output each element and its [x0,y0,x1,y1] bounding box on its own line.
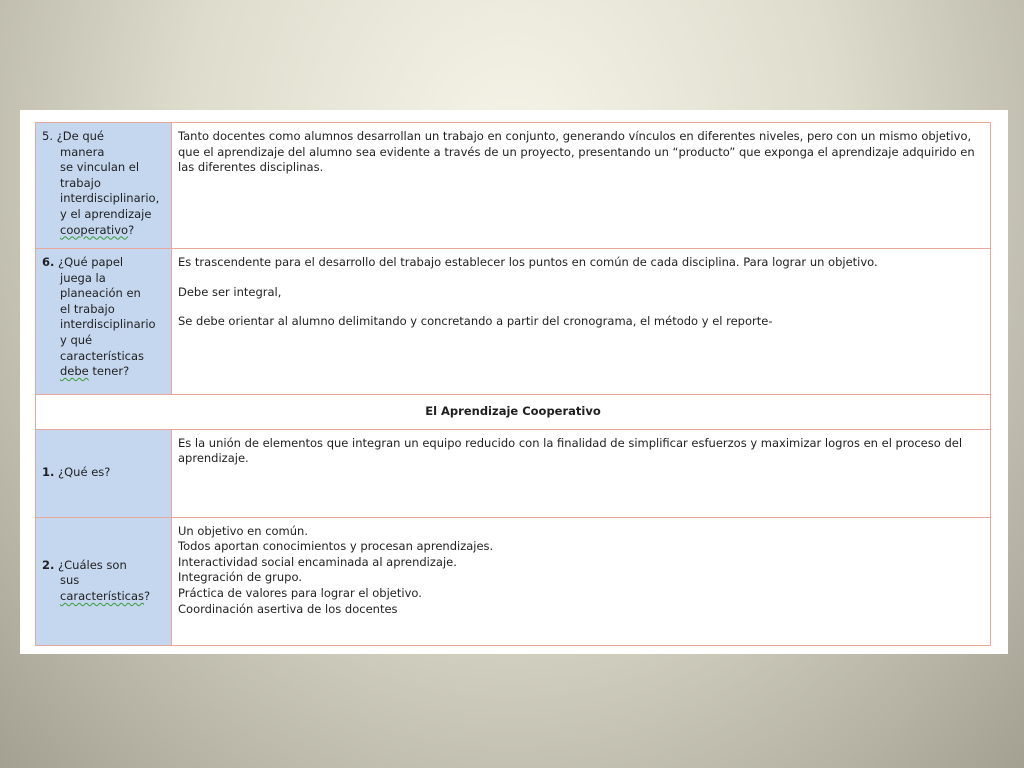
question-text-c2-tail: ? [144,588,151,603]
question-text-q5-line-2: manera [60,144,105,159]
answer-text-c1: Es la unión de elementos que integran un equipo reducido con la finalidad de simplificar esfuerzos y maximizar logros en el proceso del aprendizaje. [178,435,963,466]
answer-text-q6-2: Debe ser integral, [178,284,282,299]
answer-cell-c1 [172,429,991,517]
question-text-c2-line-3 [42,589,165,605]
question-cell-c2 [36,517,172,645]
table-row-c2 [36,517,991,645]
question-text-q6-line-1: ¿Qué papel [58,255,124,269]
table-row-q5 [36,123,991,249]
question-cell-q6 [36,249,172,395]
question-text-q5-line-3: se vinculan el [60,160,140,175]
table-row-q6 [36,249,991,395]
question-text-q6-line-5: interdisciplinario [60,317,156,332]
question-number-q5: 5. [42,129,53,143]
answer-line-c2-5: Práctica de valores para lograr el objetivo. [178,585,422,600]
question-number-q6: 6. [42,255,55,269]
answer-cell-q6 [172,249,991,395]
answer-text-q6-1: Es trascendente para el desarrollo del trabajo establecer los puntos en común de cada disciplina. Para lograr un objetivo. [178,255,878,269]
question-text-q5-line-7 [42,223,165,239]
question-cell-q5 [36,123,172,249]
question-text-q6-line-2: juega la [60,270,106,285]
answer-text-q6-3: Se debe orientar al alumno delimitando y concretando a partir del cronograma, el método y el reporte- [178,314,773,329]
question-text-c2-line-1: ¿Cuáles son [58,557,127,572]
question-text-q6-line-8 [42,364,165,380]
question-text-q5-line-4: trabajo [60,175,101,190]
question-text-q5-line-6: y el aprendizaje [60,206,152,221]
spellcheck-word-cooperativo: cooperativo [60,222,129,237]
question-text-q5-line-5: interdisciplinario, [60,191,160,206]
question-text-c2-line-2: sus [60,573,80,588]
answer-line-c2-6: Coordinación asertiva de los docentes [178,601,398,616]
spellcheck-word-debe: debe [60,364,89,379]
question-text-q6-line-6: y qué [60,332,93,347]
section-title: El Aprendizaje Cooperativo [36,395,991,430]
question-text-q6-line-3: planeación en [60,286,141,301]
answer-cell-q5 [172,123,991,249]
question-text-q6-line-4: el trabajo [60,301,115,316]
document-slide [20,110,1008,654]
question-text-q6-line-7: características [60,348,145,363]
answer-text-q5: Tanto docentes como alumnos desarrollan un trabajo en conjunto, generando vínculos en diferentes niveles, pero con un mismo objetivo, que el aprendizaje del alumno sea evidente a través de un proyecto, presentando un “producto” que exponga el aprendizaje adquirido en las diferentes disciplinas. [178,129,975,175]
spellcheck-word-caracteristicas: características [60,588,145,603]
question-text-q6-tail: tener? [88,364,130,379]
table-row-c1 [36,429,991,517]
answer-line-c2-3: Interactividad social encaminada al aprendizaje. [178,554,457,569]
question-answer-table [35,122,991,646]
question-text-c1: ¿Qué es? [58,465,111,480]
answer-line-c2-4: Integración de grupo. [178,570,302,585]
question-cell-c1 [36,429,172,517]
answer-line-c2-2: Todos aportan conocimientos y procesan aprendizajes. [178,539,494,554]
answer-cell-c2 [172,517,991,645]
answer-line-c2-1: Un objetivo en común. [178,523,308,538]
table-row-section-heading [36,395,991,430]
question-text-q5-line-1: ¿De qué [56,129,104,143]
question-number-c2: 2. [42,557,55,572]
question-number-c1: 1. [42,465,55,480]
question-text-q5-tail: ? [128,222,135,237]
